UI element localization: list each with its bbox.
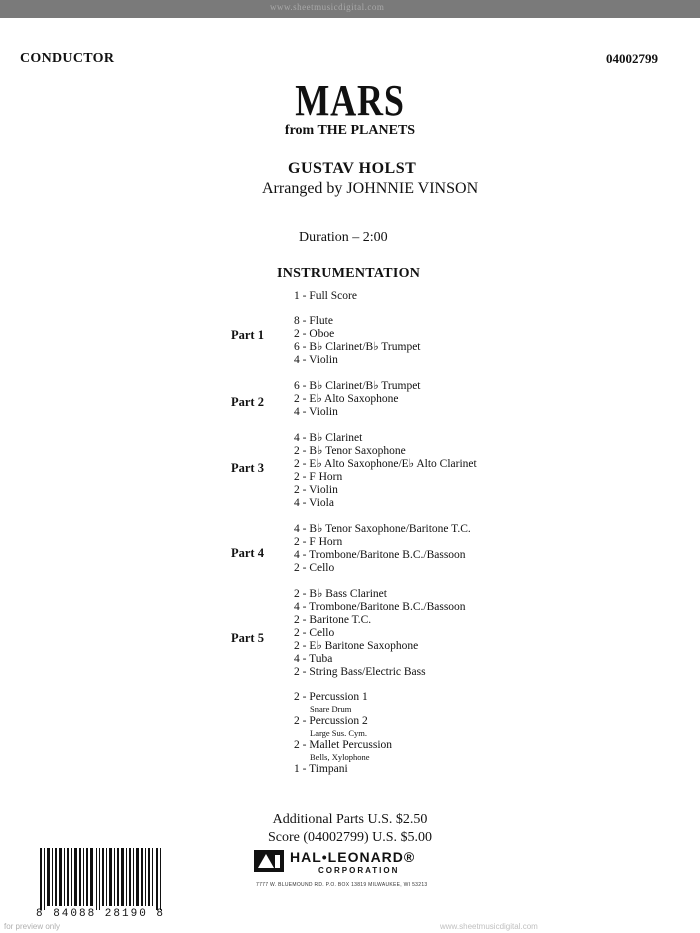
- list-item: 4 - Trombone/Baritone B.C./Bassoon: [294, 549, 466, 561]
- part-5-list: [294, 588, 466, 679]
- list-item: 2 - F Horn: [294, 471, 343, 483]
- publisher-address: 7777 W. BLUEMOUND RD. P.O. BOX 13819 MILWAUKEE, WI 53213: [256, 882, 428, 888]
- arranger: Arranged by JOHNNIE VINSON: [262, 180, 479, 197]
- duration: Duration – 2:00: [299, 230, 388, 245]
- list-item: 2 - Cello: [294, 627, 335, 639]
- part-3-list: [294, 432, 477, 510]
- list-item: 2 - B♭ Bass Clarinet: [294, 588, 387, 600]
- conductor-label: CONDUCTOR: [20, 51, 115, 66]
- part-3-label: Part 3: [231, 461, 264, 475]
- list-item: 6 - B♭ Clarinet/B♭ Trumpet: [294, 380, 421, 392]
- barcode-icon: [36, 846, 166, 912]
- footer-right-text: www.sheetmusicdigital.com: [440, 922, 538, 931]
- additional-parts-price: Additional Parts U.S. $2.50: [272, 812, 428, 827]
- part-4-list: [294, 523, 471, 575]
- barcode-digits: 8 84088 28190 8: [36, 908, 166, 920]
- list-item: 2 - F Horn: [294, 536, 343, 548]
- list-item: 8 - Flute: [294, 315, 333, 327]
- list-item: 4 - Violin: [294, 406, 338, 418]
- list-item: 4 - Trombone/Baritone B.C./Bassoon: [294, 601, 466, 613]
- part-5-label: Part 5: [231, 631, 264, 645]
- list-item: 4 - Viola: [294, 497, 334, 509]
- catalog-number: 04002799: [606, 51, 658, 66]
- watermark-text: www.sheetmusicdigital.com: [270, 2, 385, 12]
- list-item: 2 - Cello: [294, 562, 335, 574]
- subtitle: from THE PLANETS: [284, 123, 416, 138]
- page-title: MARS: [295, 76, 405, 125]
- list-item: 2 - Percussion 1: [294, 691, 368, 703]
- list-item: 1 - Timpani: [294, 763, 348, 775]
- list-item-note: Large Sus. Cym.: [310, 728, 367, 738]
- part-1-label: Part 1: [231, 328, 264, 342]
- publisher-name: HAL•LEONARD®: [290, 849, 416, 865]
- instrumentation-heading: INSTRUMENTATION: [277, 266, 421, 281]
- list-item: 2 - Baritone T.C.: [294, 614, 372, 626]
- list-item: 6 - B♭ Clarinet/B♭ Trumpet: [294, 341, 421, 353]
- part-2-list: [294, 380, 421, 419]
- list-item-note: Bells, Xylophone: [310, 752, 370, 762]
- list-item: 2 - B♭ Tenor Saxophone: [294, 445, 406, 457]
- list-item: 2 - E♭ Baritone Saxophone: [294, 640, 419, 652]
- list-item: 2 - Violin: [294, 484, 338, 496]
- list-item: 2 - Mallet Percussion: [294, 739, 393, 751]
- top-border-bar: [0, 0, 700, 18]
- list-item: 2 - E♭ Alto Saxophone: [294, 393, 399, 405]
- list-item: 2 - Percussion 2: [294, 715, 368, 727]
- list-item: 4 - Tuba: [294, 653, 333, 665]
- list-item: 2 - Oboe: [294, 328, 335, 340]
- percussion-list: [294, 691, 392, 776]
- full-score-line: 1 - Full Score: [294, 290, 357, 302]
- part-2-label: Part 2: [231, 395, 264, 409]
- composer: GUSTAV HOLST: [288, 160, 417, 177]
- publisher-corporation: CORPORATION: [318, 866, 400, 875]
- publisher-logo-icon: [254, 850, 284, 872]
- list-item: 2 - E♭ Alto Saxophone/E♭ Alto Clarinet: [294, 458, 477, 470]
- list-item: 4 - B♭ Tenor Saxophone/Baritone T.C.: [294, 523, 471, 535]
- price-block: [0, 811, 700, 847]
- footer-left-text: for preview only: [4, 922, 61, 931]
- list-item-note: Snare Drum: [310, 704, 352, 714]
- list-item: 4 - B♭ Clarinet: [294, 432, 363, 444]
- score-price: Score (04002799) U.S. $5.00: [267, 830, 433, 845]
- part-1-list: [294, 315, 421, 367]
- list-item: 2 - String Bass/Electric Bass: [294, 666, 426, 678]
- part-4-label: Part 4: [231, 546, 264, 560]
- list-item: 4 - Violin: [294, 354, 338, 366]
